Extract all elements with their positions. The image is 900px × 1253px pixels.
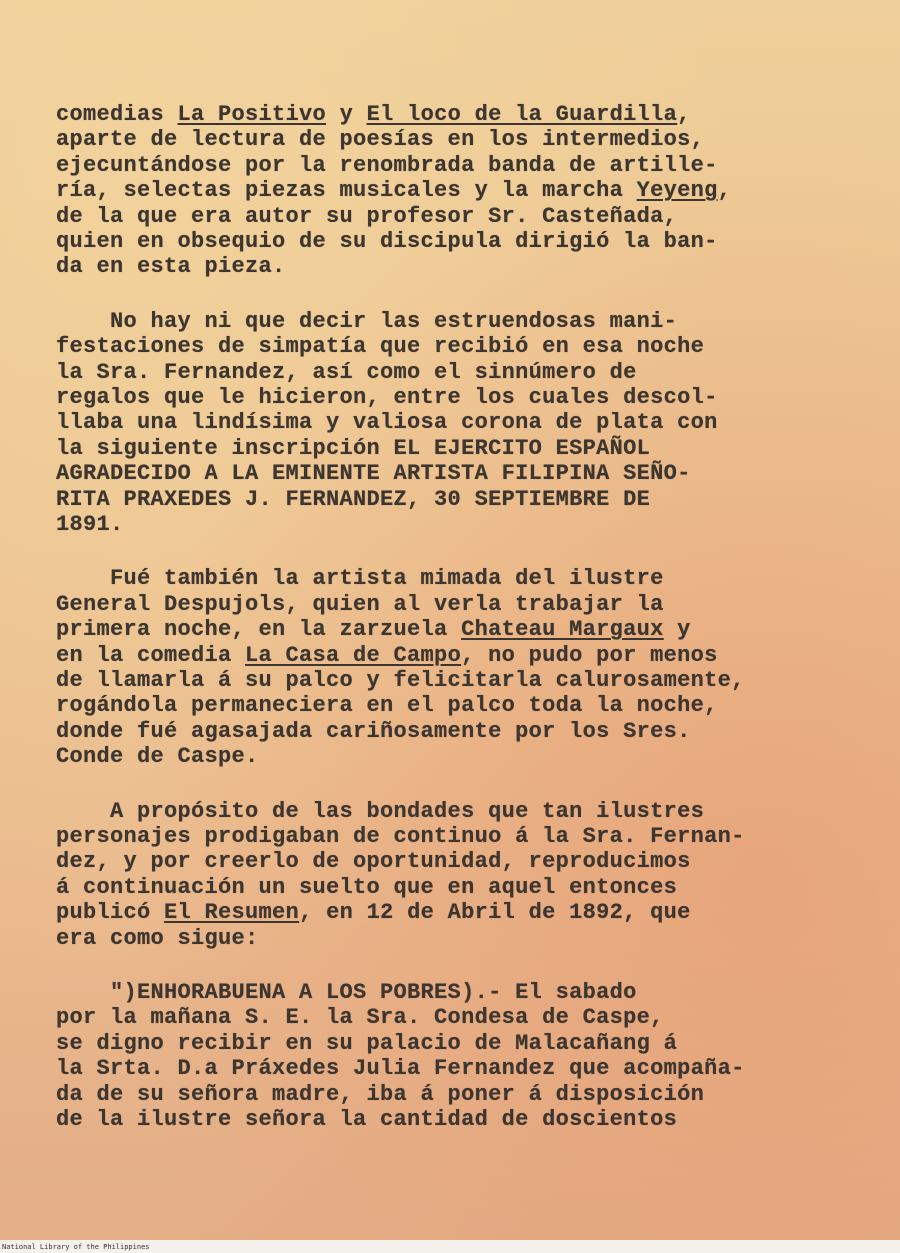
text-run: , en 12 de Abril de 1892, que [299, 900, 691, 926]
underlined-title: La Casa de Campo [245, 642, 462, 668]
underlined-title: Yeyeng [636, 178, 718, 204]
text-line [56, 360, 637, 386]
text-run: la Sra. Fernandez, así como el sinnúmero de [56, 359, 637, 385]
text-run: aparte de lectura de poesías en los intermedios, [56, 127, 705, 153]
text-run: la Srta. D.a Práxedes Julia Fernandez que acompaña- [56, 1056, 745, 1082]
text-line [56, 824, 745, 850]
text-line [56, 436, 650, 462]
text-line [56, 204, 677, 230]
text-run: 1891. [56, 512, 124, 537]
text-run: , [717, 178, 732, 204]
text-run: quien en obsequio de su discipula dirigió la ban- [56, 229, 718, 254]
text-run: RITA PRAXEDES J. FERNANDEZ, 30 SEPTIEMBRE DE [56, 486, 651, 512]
text-run: comedias [56, 102, 178, 127]
text-run: primera noche, en la zarzuela [56, 617, 462, 643]
text-run: rogándola permaneciera en el palco toda la noche, [56, 693, 718, 719]
text-line [56, 693, 718, 719]
text-run: en la comedia [56, 642, 246, 668]
text-line [56, 719, 691, 745]
text-run: publicó [56, 900, 165, 926]
text-line [56, 309, 677, 335]
text-run: por la mañana S. E. la Sra. Condesa de Caspe, [56, 1005, 664, 1031]
text-line [56, 566, 664, 592]
text-line [56, 461, 691, 487]
text-run: dez, y por creerlo de oportunidad, reproducimos [56, 849, 691, 875]
text-line [56, 1107, 677, 1133]
text-line [56, 1082, 704, 1108]
text-line [56, 102, 691, 128]
text-run: se digno recibir en su palacio de Malacañang á [56, 1030, 678, 1056]
text-line [56, 1031, 677, 1057]
text-line [56, 799, 704, 825]
text-run: de la que era autor su profesor Sr. Casteñada, [56, 203, 678, 229]
text-run: ría, selectas piezas musicales y la marcha [56, 178, 637, 204]
text-run: , no pudo por menos [461, 642, 718, 668]
text-run: AGRADECIDO A LA EMINENTE ARTISTA FILIPINA SEÑO- [56, 461, 691, 487]
text-line [56, 900, 691, 926]
text-run: Conde de Caspe. [56, 744, 259, 770]
text-run: de la ilustre señora la cantidad de doscientos [56, 1107, 678, 1132]
text-run: ")ENHORABUENA A LOS POBRES).- El sabado [56, 980, 637, 1005]
text-line [56, 487, 650, 513]
text-line [56, 926, 259, 952]
text-run: regalos que le hicieron, entre los cuales descol- [56, 385, 718, 410]
text-line [56, 1005, 664, 1031]
text-run: , [677, 102, 691, 127]
text-line [56, 643, 718, 669]
text-run: de llamarla á su palco y felicitarla calurosamente, [56, 668, 745, 693]
text-line [56, 334, 704, 360]
text-line [56, 410, 718, 436]
text-run: da en esta pieza. [56, 254, 286, 280]
text-line [56, 512, 124, 538]
underlined-title: Chateau Margaux [461, 617, 664, 643]
text-line [56, 744, 259, 770]
text-line [56, 875, 677, 901]
text-line [56, 980, 637, 1006]
text-run: No hay ni que decir las estruendosas mani- [56, 308, 678, 334]
text-run: y [663, 617, 691, 643]
text-run: da de su señora madre, iba á poner á disposición [56, 1081, 705, 1107]
text-line [56, 849, 691, 875]
text-run: personajes prodigaban de continuo á la Sra. Fernan- [56, 824, 745, 849]
text-run: llaba una lindísima y valiosa corona de plata con [56, 410, 718, 436]
text-line [56, 617, 691, 643]
text-line [56, 385, 718, 411]
underlined-title: La Positivo [177, 102, 327, 127]
text-run: festaciones de simpatía que recibió en esa noche [56, 334, 705, 360]
library-credit: National Library of the Philippines [2, 1243, 150, 1251]
text-run: A propósito de las bondades que tan ilustres [56, 798, 705, 824]
text-run: ejecuntándose por la renombrada banda de artille- [56, 152, 718, 178]
text-run: Fué también la artista mimada del ilustre [56, 566, 664, 592]
underlined-title: El loco de la Guardilla [366, 102, 678, 127]
text-line [56, 153, 718, 179]
text-line [56, 254, 286, 280]
text-run: y [326, 102, 367, 127]
text-line [56, 1056, 745, 1082]
text-line [56, 668, 745, 694]
text-line [56, 229, 718, 255]
text-run: General Despujols, quien al verla trabajar la [56, 591, 664, 617]
underlined-title: El Resumen [164, 900, 300, 926]
text-line [56, 592, 664, 618]
text-run: á continuación un suelto que en aquel entonces [56, 874, 678, 900]
text-line [56, 178, 731, 204]
text-line [56, 127, 704, 153]
text-run: la siguiente inscripción EL EJERCITO ESPAÑOL [56, 435, 651, 461]
text-run: era como sigue: [56, 925, 259, 951]
text-run: donde fué agasajada cariñosamente por los Sres. [56, 718, 691, 744]
